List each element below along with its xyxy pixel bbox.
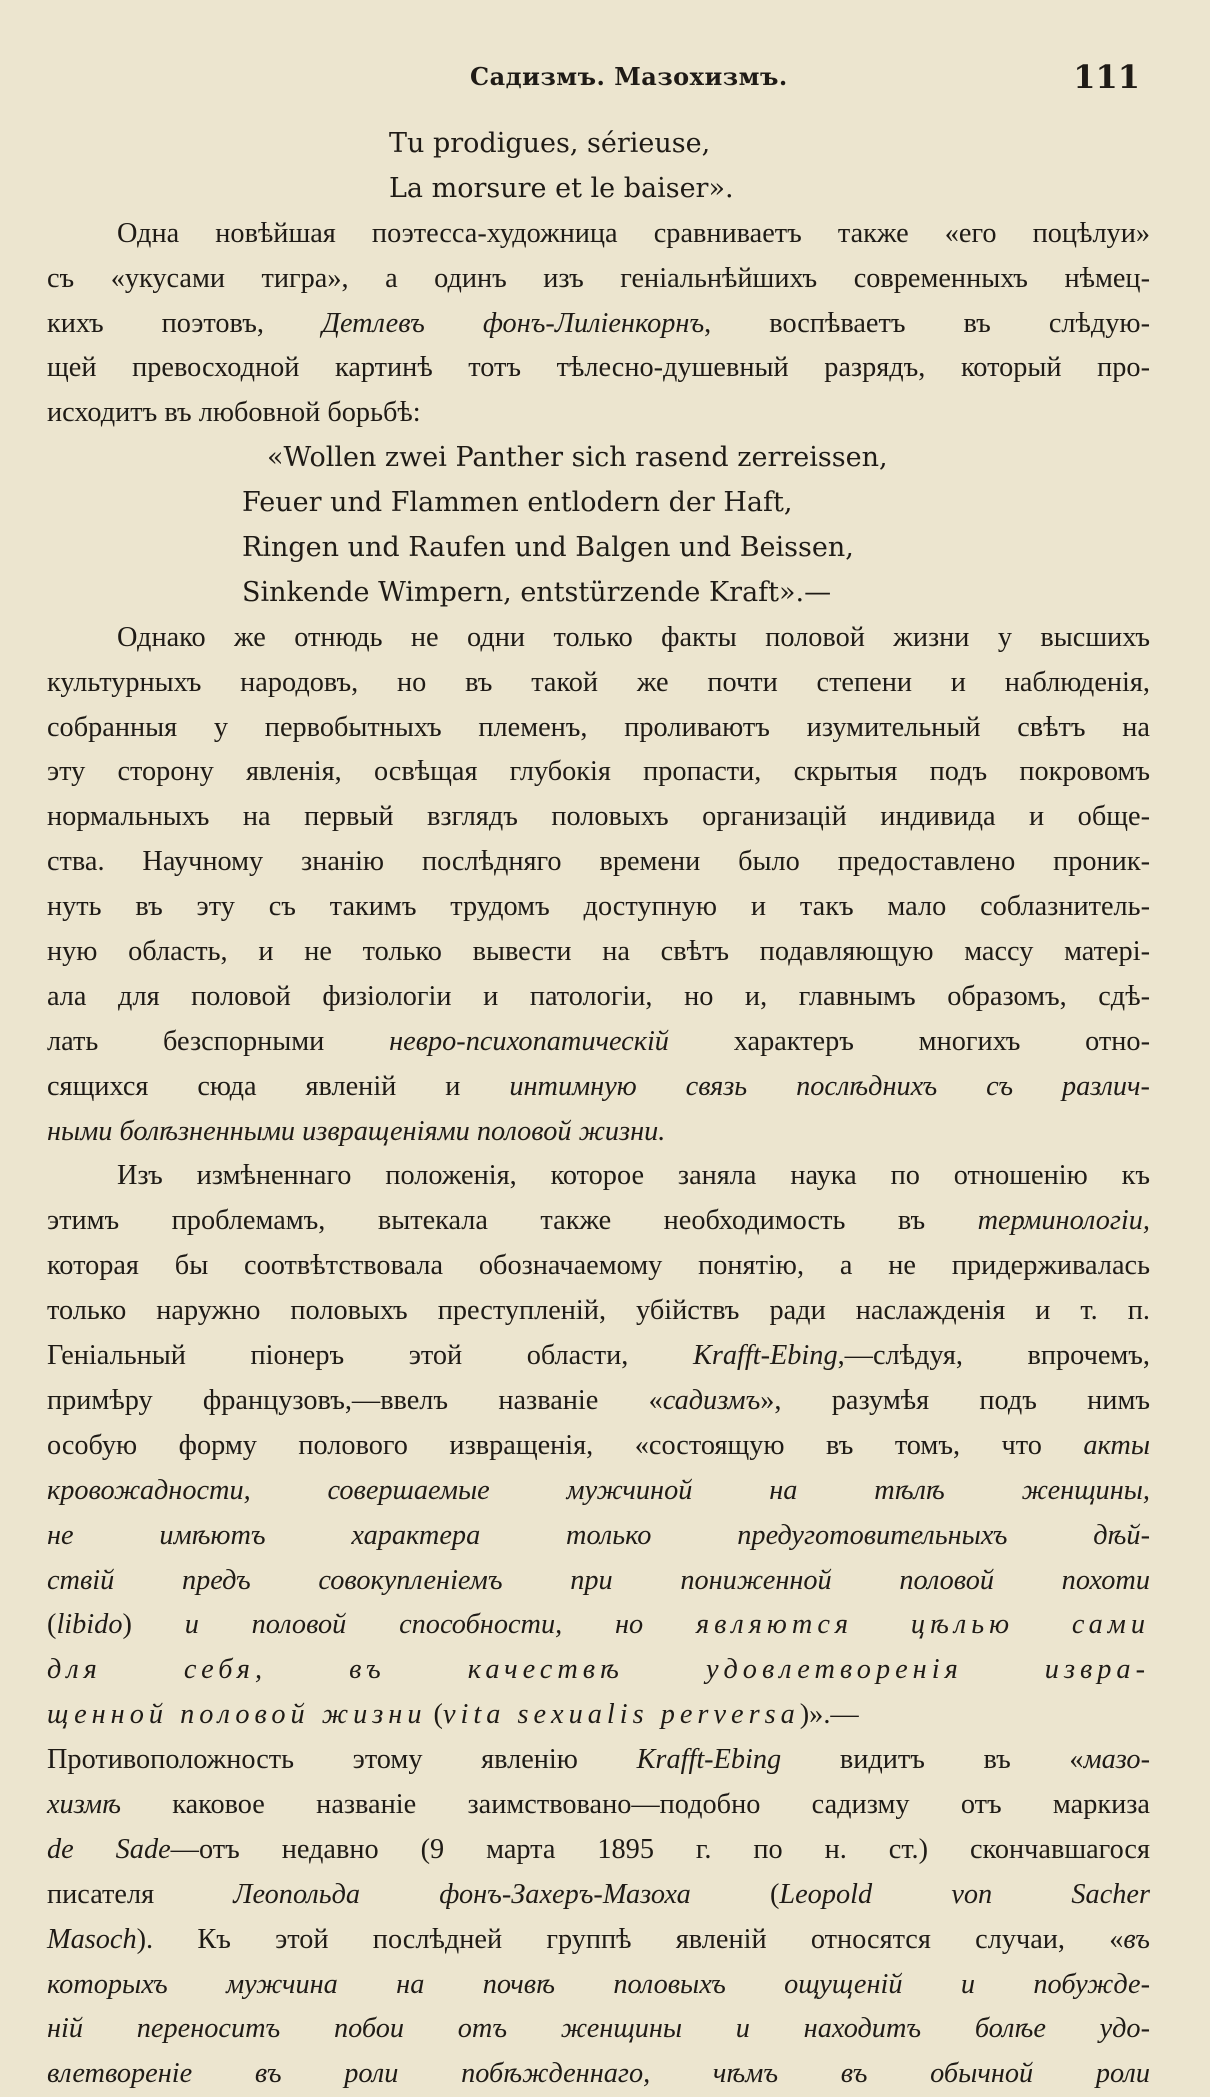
text-run: интимную связь послѣднихъ съ различ- [509, 1070, 1150, 1102]
text-line [47, 750, 1150, 795]
text-line [47, 526, 1150, 571]
text-run: характеръ многихъ отно- [668, 1025, 1150, 1057]
text-run: Ringen und Raufen und Balgen und Beissen, [242, 532, 854, 564]
text-run: съ «укусами тигра», а одинъ изъ геніальнѣйшихъ современныхъ нѣмец- [47, 262, 1150, 294]
text-run: Tu prodigues, sérieuse, [389, 128, 711, 159]
text-run: влетвореніе въ роли побѣжденнаго, чѣмъ въ обычной роли [47, 2058, 1150, 2090]
text-line [47, 1199, 1150, 1244]
text-run: ства. Научному знанію послѣдняго времени было предоставлено проник- [47, 846, 1150, 878]
text-run: нуть въ эту съ такимъ трудомъ доступную и такъ мало соблазнитель- [47, 891, 1150, 923]
text-run: Одна новѣйшая поэтесса-художница сравниваетъ также «его поцѣлуи» [117, 217, 1150, 249]
text-run: Krafft-Ebing [692, 1340, 838, 1372]
text-run: Противоположность этому явленію [47, 1744, 637, 1776]
text-run: которая бы соотвѣтствовала обозначаемому понятію, а не придерживалась [47, 1250, 1150, 1282]
text-line [47, 1244, 1150, 1289]
text-line [47, 436, 1150, 481]
text-line [47, 302, 1150, 347]
text-run: сящихся сюда явленій и [47, 1070, 510, 1102]
text-line [47, 1963, 1150, 2008]
text-line [47, 481, 1150, 526]
text-run: невро-психопатическій [389, 1025, 669, 1057]
text-run: кихъ поэтовъ, [47, 307, 322, 339]
text-run: являются цѣлью сами [696, 1609, 1151, 1641]
text-line [47, 1828, 1150, 1873]
text-run: терминологіи, [977, 1205, 1150, 1237]
text-run: особую форму полового извращенія, «состоящую въ томъ, что [47, 1429, 1084, 1461]
text-run: примѣру французовъ,—ввелъ названіе « [47, 1384, 663, 1416]
text-run: Геніальный піонеръ этой области, [47, 1340, 693, 1372]
text-run: )».— [799, 1699, 859, 1731]
text-run: ную область, и не только вывести на свѣтъ подавляющую массу матері- [47, 936, 1150, 968]
text-line [47, 1469, 1150, 1514]
text-line [47, 1020, 1150, 1065]
text-line [47, 122, 1150, 167]
text-run: акты [1083, 1429, 1150, 1461]
text-line [47, 1738, 1150, 1783]
text-run: исходитъ въ любовной борьбѣ: [47, 397, 421, 429]
text-run: видитъ въ « [781, 1744, 1084, 1776]
text-line [47, 840, 1150, 885]
text-run: Детлевъ фонъ-Лиліенкорнъ [321, 307, 705, 339]
text-line [47, 1873, 1150, 1918]
text-line [47, 212, 1150, 257]
text-run: », разумѣя подъ нимъ [760, 1384, 1150, 1416]
text-run: не имѣютъ характера только предуготовительныхъ дѣй- [47, 1519, 1150, 1551]
text-run: Feuer und Flammen entlodern der Haft, [242, 487, 793, 519]
text-line [47, 167, 1150, 212]
text-run: ( [690, 1878, 780, 1910]
text-line [47, 1648, 1150, 1693]
text-run: vita sexualis perversa [442, 1699, 800, 1731]
text-run: лать безспорными [47, 1025, 390, 1057]
body-text [47, 122, 1150, 2097]
text-line [47, 706, 1150, 751]
text-run: libido [56, 1609, 123, 1641]
text-run: собранныя у первобытныхъ племенъ, проливаютъ изумительный свѣтъ на [47, 711, 1150, 743]
text-line [47, 1379, 1150, 1424]
text-run: «Wollen zwei Panther sich rasend zerreissen, [267, 442, 888, 474]
text-run: щенной половой жизни [47, 1699, 427, 1731]
text-run: ала для половой физіологіи и патологіи, но и, главнымъ образомъ, сдѣ- [47, 980, 1150, 1012]
text-line [47, 1334, 1150, 1379]
text-line [47, 2052, 1150, 2097]
text-run: Изъ измѣненнаго положенія, которое заняла наука по отношенію къ [117, 1160, 1150, 1192]
text-run: которыхъ мужчина на почвѣ половыхъ ощущеній и побужде- [47, 1968, 1150, 2000]
text-run: , воспѣваетъ въ слѣдую- [704, 307, 1150, 339]
text-line [47, 1154, 1150, 1199]
text-line [47, 1783, 1150, 1828]
text-run: только наружно половыхъ преступленій, убійствъ ради наслажденія и т. п. [47, 1295, 1150, 1327]
text-line [47, 1110, 1150, 1155]
text-line [47, 1514, 1150, 1559]
text-run: ( [47, 1609, 57, 1641]
text-run: Леопольда фонъ-Захеръ-Мазоха [233, 1878, 691, 1910]
text-run: нормальныхъ на первый взглядъ половыхъ организацій индивида и обще- [47, 801, 1150, 833]
text-run: писателя [47, 1878, 234, 1910]
text-line [47, 1065, 1150, 1110]
text-line [47, 257, 1150, 302]
text-run: каковое названіе заимствовано—подобно садизму отъ маркиза [120, 1788, 1150, 1820]
text-run: кровожадности, совершаемые мужчиной на тѣлѣ женщины, [47, 1474, 1150, 1506]
text-run: хизмѣ [47, 1788, 121, 1820]
text-line [47, 2007, 1150, 2052]
text-run: ,—слѣдуя, впрочемъ, [837, 1340, 1150, 1372]
text-run: La morsure et le baiser». [389, 172, 734, 204]
text-run: ) [122, 1609, 185, 1641]
text-line [47, 1693, 1150, 1738]
text-line [47, 391, 1150, 436]
text-line [47, 1918, 1150, 1963]
text-run: ній переноситъ побои отъ женщины и находитъ болѣе удо- [47, 2013, 1150, 2045]
text-run: и половой способности, но [184, 1609, 696, 1641]
text-run: щей превосходной картинѣ тотъ тѣлесно-душевный разрядъ, который про- [47, 352, 1150, 384]
text-line [47, 1424, 1150, 1469]
page-number: 111 [1073, 58, 1140, 96]
text-run: въ [1123, 1923, 1150, 1955]
text-run: Leopold von Sacher [779, 1878, 1150, 1910]
text-run: —отъ недавно (9 марта 1895 г. по н. ст.) скончавшагося [170, 1833, 1150, 1865]
text-run: Sinkende Wimpern, entstürzende Kraft».— [242, 576, 832, 608]
text-line [47, 1289, 1150, 1334]
text-run: de Sade [47, 1833, 171, 1865]
text-run: Однако же отнюдь не одни только факты половой жизни у высшихъ [117, 621, 1150, 653]
text-line [47, 616, 1150, 661]
text-run: Krafft-Ebing [636, 1744, 782, 1776]
text-run: культурныхъ народовъ, но въ такой же почти степени и наблюденія, [47, 666, 1150, 698]
text-line [47, 885, 1150, 930]
text-run: Masoch [47, 1923, 137, 1955]
text-line [47, 346, 1150, 391]
text-line [47, 795, 1150, 840]
text-run: для себя, въ качествѣ удовлетворенія извра- [47, 1654, 1150, 1686]
running-header: Садизмъ. Мазохизмъ. [470, 62, 788, 91]
text-run: мазо- [1083, 1744, 1151, 1776]
text-run: ). Къ этой послѣдней группѣ явленій относятся случаи, « [136, 1923, 1124, 1955]
text-line [47, 1603, 1150, 1648]
text-line [47, 571, 1150, 616]
text-run: эту сторону явленія, освѣщая глубокія пропасти, скрытыя подъ покровомъ [47, 756, 1150, 788]
text-line [47, 930, 1150, 975]
text-run: ными болѣзненными извращеніями половой жизни. [47, 1115, 666, 1147]
text-line [47, 661, 1150, 706]
text-run: ( [426, 1699, 443, 1731]
text-line [47, 975, 1150, 1020]
text-line [47, 1559, 1150, 1604]
text-run: садизмъ [662, 1384, 761, 1416]
text-run: ствій предъ совокупленіемъ при пониженной половой похоти [47, 1564, 1150, 1596]
text-run: этимъ проблемамъ, вытекала также необходимость въ [47, 1205, 978, 1237]
